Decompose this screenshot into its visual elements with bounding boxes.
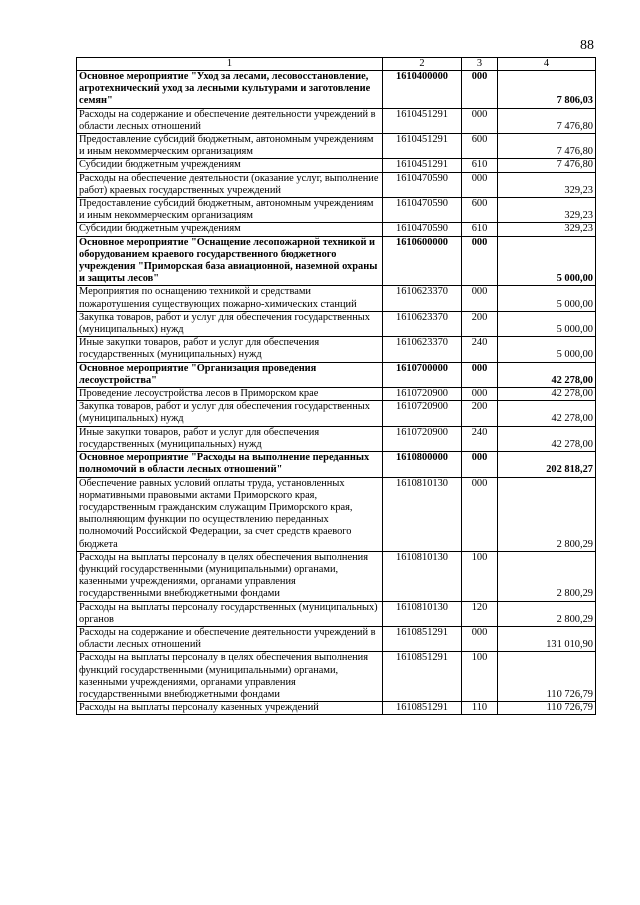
row-amount-cell: 42 278,00: [498, 388, 596, 401]
row-name-cell: Обеспечение равных условий оплаты труда, установленных нормативными правовыми актами Приморского края, государственным гражданским служащим Приморского края, выполняющим функции по осуществлению переданных полномочий Российской Федерации, за счет средств краевого бюджета: [77, 477, 383, 551]
row-type-cell: 000: [462, 71, 498, 109]
row-code-cell: 1610720900: [383, 388, 462, 401]
row-name-cell: Закупка товаров, работ и услуг для обеспечения государственных (муниципальных) нужд: [77, 401, 383, 426]
row-amount-cell: 5 000,00: [498, 236, 596, 286]
row-name-cell: Основное мероприятие "Организация проведения лесоустройства": [77, 362, 383, 387]
row-code-cell: 1610623370: [383, 286, 462, 311]
row-amount-cell: 42 278,00: [498, 401, 596, 426]
table-row: [77, 652, 596, 702]
row-code-cell: 1610810130: [383, 477, 462, 551]
header-col-2: 2: [383, 58, 462, 71]
row-type-cell: 110: [462, 702, 498, 715]
row-name-cell: Расходы на выплаты персоналу в целях обеспечения выполнения функций государственными (муниципальными) органами, казенными учреждениями, органами управления государственными внебюджетными фондами: [77, 551, 383, 601]
row-code-cell: 1610720900: [383, 426, 462, 451]
row-amount-cell: 5 000,00: [498, 286, 596, 311]
row-name-cell: Закупка товаров, работ и услуг для обеспечения государственных (муниципальных) нужд: [77, 311, 383, 336]
row-amount-cell: 7 476,80: [498, 134, 596, 159]
table-row: [77, 702, 596, 715]
row-name-cell: Основное мероприятие "Уход за лесами, лесовосстановление, агротехнический уход за лесными культурами и заготовление семян": [77, 71, 383, 109]
table-row: [77, 108, 596, 133]
row-type-cell: 000: [462, 477, 498, 551]
row-name-cell: Основное мероприятие "Расходы на выполнение переданных полномочий в области лесных отношений": [77, 452, 383, 477]
row-code-cell: 1610451291: [383, 159, 462, 172]
row-type-cell: 000: [462, 236, 498, 286]
row-amount-cell: 7 476,80: [498, 159, 596, 172]
row-code-cell: 1610800000: [383, 452, 462, 477]
table-row: [77, 172, 596, 197]
row-type-cell: 200: [462, 401, 498, 426]
row-name-cell: Расходы на выплаты персоналу казенных учреждений: [77, 702, 383, 715]
row-type-cell: 000: [462, 362, 498, 387]
row-type-cell: 600: [462, 134, 498, 159]
row-name-cell: Расходы на обеспечение деятельности (оказание услуг, выполнение работ) краевых государственных учреждений: [77, 172, 383, 197]
table-row: [77, 426, 596, 451]
table-row: [77, 388, 596, 401]
row-name-cell: Субсидии бюджетным учреждениям: [77, 159, 383, 172]
row-amount-cell: 329,23: [498, 172, 596, 197]
table-row: [77, 601, 596, 626]
row-name-cell: Расходы на выплаты персоналу государственных (муниципальных) органов: [77, 601, 383, 626]
row-code-cell: 1610623370: [383, 311, 462, 336]
row-code-cell: 1610400000: [383, 71, 462, 109]
row-name-cell: Предоставление субсидий бюджетным, автономным учреждениям и иным некоммерческим организациям: [77, 198, 383, 223]
row-amount-cell: 110 726,79: [498, 702, 596, 715]
row-code-cell: 1610700000: [383, 362, 462, 387]
row-code-cell: 1610600000: [383, 236, 462, 286]
table-row: [77, 198, 596, 223]
row-type-cell: 000: [462, 172, 498, 197]
row-type-cell: 000: [462, 388, 498, 401]
row-type-cell: 100: [462, 652, 498, 702]
row-code-cell: 1610720900: [383, 401, 462, 426]
table-row: [77, 286, 596, 311]
row-type-cell: 000: [462, 452, 498, 477]
row-code-cell: 1610451291: [383, 108, 462, 133]
row-name-cell: Расходы на содержание и обеспечение деятельности учреждений в области лесных отношений: [77, 626, 383, 651]
row-type-cell: 120: [462, 601, 498, 626]
row-amount-cell: 7 476,80: [498, 108, 596, 133]
row-type-cell: 000: [462, 108, 498, 133]
row-name-cell: Расходы на выплаты персоналу в целях обеспечения выполнения функций государственными (муниципальными) органами, казенными учреждениями, органами управления государственными внебюджетными фондами: [77, 652, 383, 702]
row-amount-cell: 42 278,00: [498, 362, 596, 387]
row-type-cell: 000: [462, 626, 498, 651]
row-amount-cell: 2 800,29: [498, 551, 596, 601]
row-type-cell: 000: [462, 286, 498, 311]
row-code-cell: 1610810130: [383, 601, 462, 626]
row-amount-cell: 131 010,90: [498, 626, 596, 651]
row-type-cell: 610: [462, 159, 498, 172]
table-row: [77, 159, 596, 172]
header-col-3: 3: [462, 58, 498, 71]
row-amount-cell: 329,23: [498, 198, 596, 223]
row-code-cell: 1610470590: [383, 223, 462, 236]
row-amount-cell: 5 000,00: [498, 311, 596, 336]
row-name-cell: Мероприятия по оснащению техникой и средствами пожаротушения существующих пожарно-химических станций: [77, 286, 383, 311]
page-number: 88: [580, 38, 594, 53]
row-name-cell: Предоставление субсидий бюджетным, автономным учреждениям и иным некоммерческим организациям: [77, 134, 383, 159]
header-col-1: 1: [77, 58, 383, 71]
row-amount-cell: 202 818,27: [498, 452, 596, 477]
table-row: [77, 477, 596, 551]
row-code-cell: 1610451291: [383, 134, 462, 159]
row-name-cell: Проведение лесоустройства лесов в Приморском крае: [77, 388, 383, 401]
row-amount-cell: 7 806,03: [498, 71, 596, 109]
table-row: [77, 401, 596, 426]
table-row: [77, 71, 596, 109]
row-amount-cell: 2 800,29: [498, 601, 596, 626]
row-name-cell: Основное мероприятие "Оснащение лесопожарной техникой и оборудованием краевого государственного бюджетного учреждения "Приморская база авиационной, наземной охраны и защиты лесов": [77, 236, 383, 286]
row-type-cell: 240: [462, 337, 498, 362]
row-type-cell: 600: [462, 198, 498, 223]
row-code-cell: 1610470590: [383, 172, 462, 197]
budget-table: [76, 57, 596, 715]
row-amount-cell: 5 000,00: [498, 337, 596, 362]
row-type-cell: 240: [462, 426, 498, 451]
row-code-cell: 1610851291: [383, 702, 462, 715]
table-row: [77, 452, 596, 477]
row-type-cell: 610: [462, 223, 498, 236]
row-amount-cell: 329,23: [498, 223, 596, 236]
table-header-row: [77, 58, 596, 71]
row-type-cell: 200: [462, 311, 498, 336]
row-amount-cell: 2 800,29: [498, 477, 596, 551]
table-row: [77, 236, 596, 286]
row-name-cell: Иные закупки товаров, работ и услуг для обеспечения государственных (муниципальных) нужд: [77, 426, 383, 451]
table-body: [77, 71, 596, 715]
row-code-cell: 1610851291: [383, 652, 462, 702]
row-type-cell: 100: [462, 551, 498, 601]
row-code-cell: 1610470590: [383, 198, 462, 223]
row-code-cell: 1610623370: [383, 337, 462, 362]
header-col-4: 4: [498, 58, 596, 71]
row-name-cell: Расходы на содержание и обеспечение деятельности учреждений в области лесных отношений: [77, 108, 383, 133]
row-name-cell: Иные закупки товаров, работ и услуг для обеспечения государственных (муниципальных) нужд: [77, 337, 383, 362]
row-amount-cell: 42 278,00: [498, 426, 596, 451]
table-row: [77, 134, 596, 159]
table-row: [77, 337, 596, 362]
row-amount-cell: 110 726,79: [498, 652, 596, 702]
table-row: [77, 362, 596, 387]
table-row: [77, 551, 596, 601]
table-row: [77, 311, 596, 336]
row-code-cell: 1610810130: [383, 551, 462, 601]
row-name-cell: Субсидии бюджетным учреждениям: [77, 223, 383, 236]
table-row: [77, 223, 596, 236]
row-code-cell: 1610851291: [383, 626, 462, 651]
table-row: [77, 626, 596, 651]
